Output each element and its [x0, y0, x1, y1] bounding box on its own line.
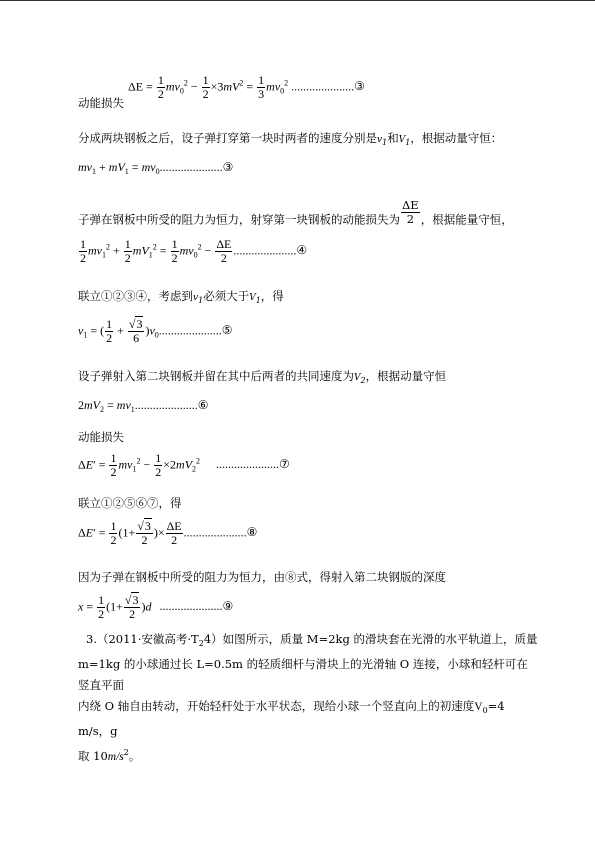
- combine-text-b: 必须大于: [203, 289, 250, 303]
- resistance-text-b: ，根据能量守恒，: [420, 212, 513, 227]
- top-rule: [0, 0, 595, 1]
- equation-momentum-1: $mv_1 + mV_1$ = $mv_0.....................③$: [78, 160, 234, 176]
- eq-number-3a: ③: [354, 79, 365, 94]
- combine-text-a: 联立①②③④，考虑到: [78, 289, 193, 303]
- split-text-b: ，根据动量守恒：: [410, 131, 503, 145]
- var-v1: v: [377, 135, 383, 145]
- equation-energy-1: $\frac{1}{2}$ $mv_1^2$ + $\frac{1}{2}$ $mV_1^2$ = $\frac{1}{2}$ $mv_0^2$ − $\frac{\Delta E}{2}$ .....................④: [80, 237, 308, 265]
- eq-number-3b: ③: [222, 160, 234, 174]
- resistance-text-a: 子弹在钢板中所受的阻力为恒力，射穿第一块钢板的动能损失为: [78, 212, 400, 227]
- eq-number-4: ④: [296, 243, 308, 258]
- problem-3-line-3: 内绕 O 轴自由转动，开始轻杆处于水平状态，现给小球一个竖直向上的初速度$V_0=4$ m/s，g: [78, 699, 505, 738]
- paragraph-depth: 因为子弹在钢板中所受的阻力为恒力，由⑧式，得射入第二块钢版的深度: [78, 570, 446, 584]
- paragraph-resistance: [78, 198, 513, 234]
- problem-3-line-4: 取 $10m/s^2$。: [78, 748, 141, 763]
- kinetic-loss-label-2: 动能损失: [78, 430, 124, 444]
- equation-momentum-2: $2mV_2$ = $mv_1.....................⑥$: [78, 398, 209, 414]
- eq-number-6: ⑥: [197, 398, 209, 412]
- problem-3-line-2: m=1kg 的小球通过长 L=0.5m 的轻质细杆与滑块上的光滑轴 O 连接，小球和轻杆可在竖直平面: [78, 657, 528, 692]
- eq-number-8: ⑧: [246, 525, 258, 540]
- and-text: 和: [387, 131, 399, 145]
- equation-energy-2: ΔE′ = $\frac{1}{2}$ $mv_1^2$ − $\frac{1}{2}$ $\times 2mV_2^2$ .....................⑦: [78, 451, 290, 479]
- second-plate-text-a: 设子弹射入第二块钢板并留在其中后两者的共同速度为: [78, 369, 354, 383]
- problem-3: [78, 629, 538, 768]
- kinetic-loss-label: 动能损失: [78, 96, 124, 110]
- equation-v1: $v_1$ = ( $\frac{1}{2}$ + $\frac{√3}{6}$ )$v_0.....................⑤$: [78, 317, 233, 345]
- paragraph-combine-1: 联立①②③④，考虑到$v_1$必须大于$V_1$，得: [78, 289, 284, 305]
- split-text-a: 分成两块钢板之后，设子弹打穿第一块时两者的速度分别是: [78, 131, 377, 145]
- second-plate-text-b: ，根据动量守恒: [365, 369, 447, 383]
- paragraph-split-plates: 分成两块钢板之后，设子弹打穿第一块时两者的速度分别是$v_1$和$V_1$，根据动量守恒：: [78, 131, 503, 147]
- equation-depth: x = $\frac{1}{2}$ (1+ $\frac{√3}{2}$ )d .....................⑨: [78, 593, 234, 621]
- eq-number-5: ⑤: [221, 323, 233, 338]
- eq-number-7: ⑦: [279, 457, 290, 472]
- equation-deltaE-prime: ΔE′ = $\frac{1}{2}$ (1+ $\frac{√3}{2}$ )× $\frac{\Delta E}{2}$ .....................⑧: [78, 519, 258, 547]
- equation-1: ΔE = $\frac{1}{2}$ $mv_0^2$ − $\frac{1}{2}$ $\times 3mV^2$ = $\frac{1}{3}$ $mv_0^2$ .....................③: [128, 73, 365, 101]
- paragraph-combine-2: 联立①②⑤⑥⑦，得: [78, 496, 182, 510]
- var-V1: V: [398, 135, 406, 145]
- eq-number-9: ⑨: [222, 599, 234, 614]
- combine-text-c: ，得: [260, 289, 284, 303]
- fraction-deltaE-2: $\frac{\Delta E}{2}$: [402, 198, 419, 226]
- paragraph-second-plate: 设子弹射入第二块钢板并留在其中后两者的共同速度为$V_2$，根据动量守恒: [78, 369, 447, 385]
- problem-3-line-1: 3.（2011·安徽高考$\cdot T_24$）如图所示，质量 M=2kg 的滑块套在光滑的水平轨道上，质量: [86, 632, 538, 648]
